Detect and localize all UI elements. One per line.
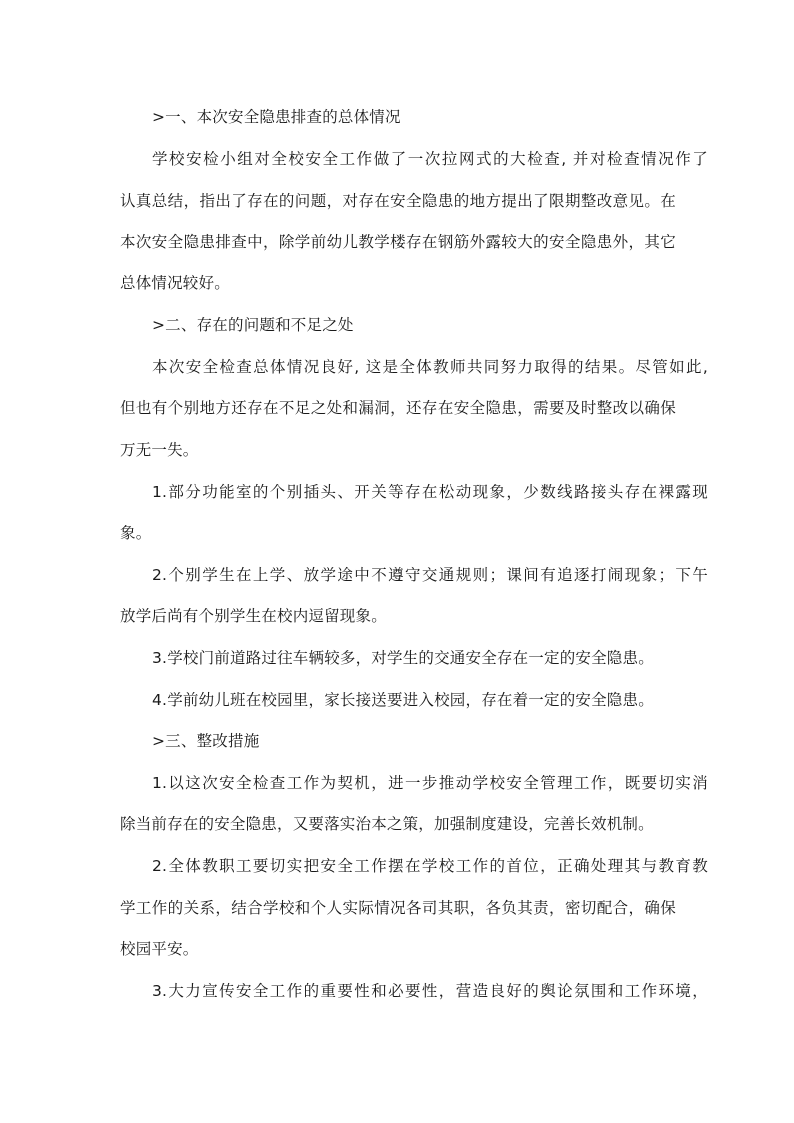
paragraph-line: 本次安全隐患排查中，除学前幼儿教学楼存在钢筋外露较大的安全隐患外，其它 — [120, 233, 676, 251]
list-item-line: 学工作的关系，结合学校和个人实际情况各司其职，各负其责，密切配合，确保 — [120, 899, 676, 917]
list-item-line: 2.全体教职工要切实把安全工作摆在学校工作的首位，正确处理其与教育教 — [152, 857, 708, 875]
list-item-line: 除当前存在的安全隐患，又要落实治本之策，加强制度建设，完善长效机制。 — [120, 815, 654, 833]
list-item-line: 4.学前幼儿班在校园里，家长接送要进入校园，存在着一定的安全隐患。 — [152, 691, 654, 709]
list-item-line: 1.部分功能室的个别插头、开关等存在松动现象，少数线路接头存在裸露现 — [152, 483, 708, 501]
list-item-line: 3.大力宣传安全工作的重要性和必要性，营造良好的舆论氛围和工作环境， — [152, 982, 708, 1000]
paragraph-line: 总体情况较好。 — [120, 274, 230, 292]
list-item-line: 象。 — [120, 524, 152, 542]
list-item-line: 1.以这次安全检查工作为契机，进一步推动学校安全管理工作，既要切实消 — [152, 774, 708, 792]
paragraph-line: 学校安检小组对全校安全工作做了一次拉网式的大检查, 并对检查情况作了 — [152, 150, 708, 168]
list-item-line: 3.学校门前道路过往车辆较多，对学生的交通安全存在一定的安全隐患。 — [152, 649, 654, 667]
paragraph-line: 但也有个别地方还存在不足之处和漏洞，还存在安全隐患，需要及时整改以确保 — [120, 399, 676, 417]
paragraph-line: 本次安全检查总体情况良好, 这是全体教师共同努力取得的结果。尽管如此, — [152, 358, 708, 376]
heading-overall: >一、本次安全隐患排查的总体情况 — [152, 108, 401, 126]
heading-measures: >三、整改措施 — [152, 732, 260, 750]
list-item-line: 校园平安。 — [120, 940, 199, 958]
list-item-line: 2.个别学生在上学、放学途中不遵守交通规则；课间有追逐打闹现象；下午 — [152, 566, 708, 584]
paragraph-line: 万无一失。 — [120, 441, 199, 459]
list-item-line: 放学后尚有个别学生在校内逗留现象。 — [120, 607, 387, 625]
heading-problems: >二、存在的问题和不足之处 — [152, 316, 354, 334]
paragraph-line: 认真总结，指出了存在的问题，对存在安全隐患的地方提出了限期整改意见。在 — [120, 192, 676, 210]
